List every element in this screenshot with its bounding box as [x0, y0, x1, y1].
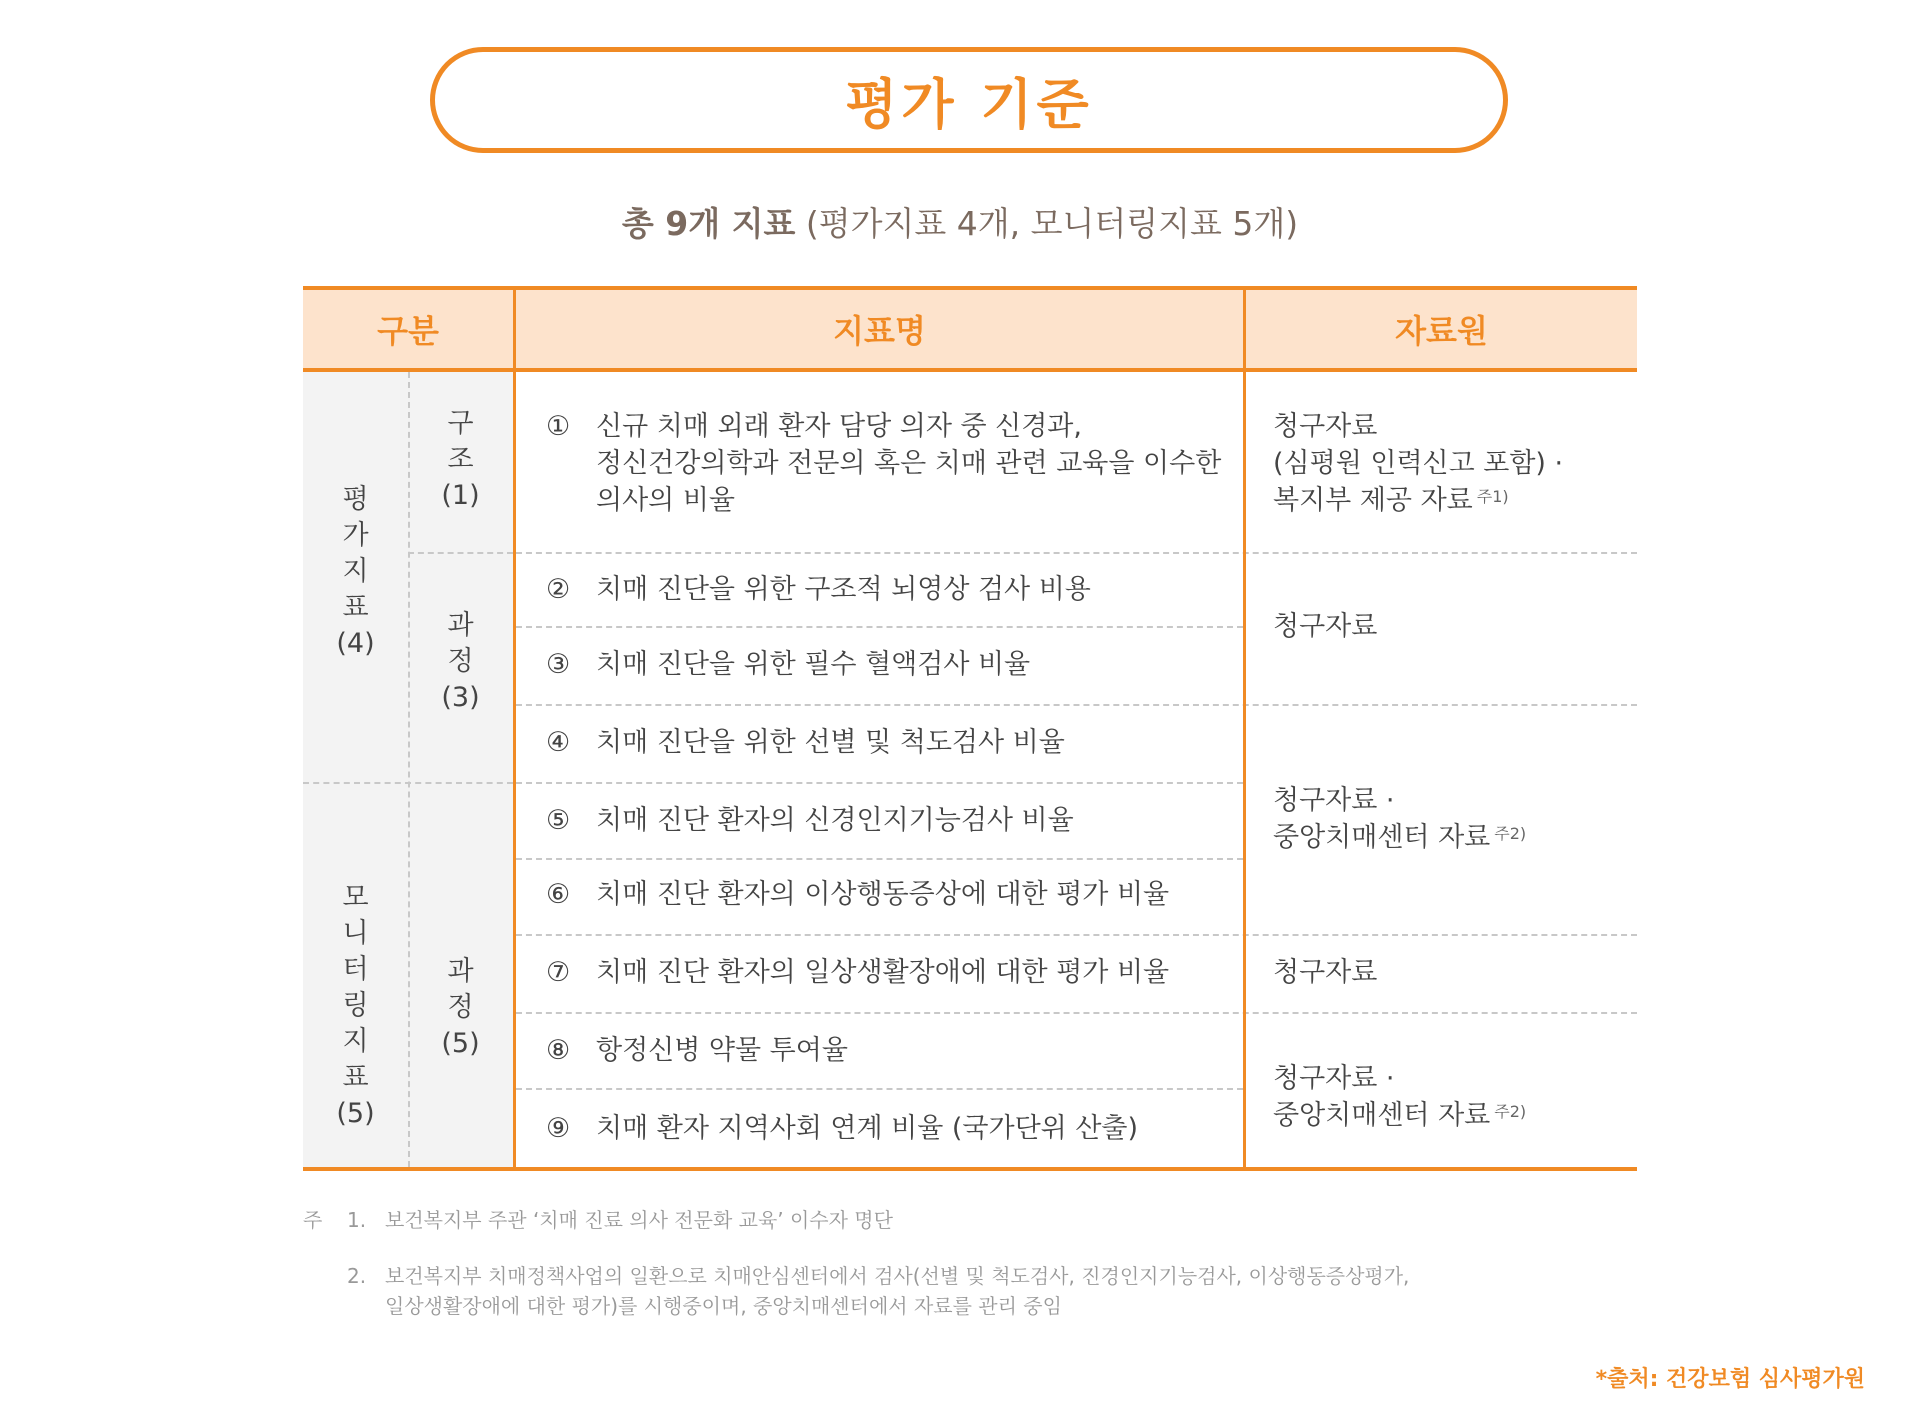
footnote-label: 주: [303, 1208, 323, 1232]
indicator-number: ①: [546, 411, 571, 442]
indicator-text: 치매 진단을 위한 구조적 뇌영상 검사 비용: [596, 574, 1091, 605]
indicator-row: [546, 1110, 1138, 1147]
criteria-table: [303, 286, 1637, 1171]
indicator-text: 항정신병 약물 투여율: [596, 1035, 848, 1066]
indicator-row: [546, 876, 1169, 913]
table-header: [303, 286, 1637, 372]
source-text: 청구자료: [1273, 957, 1378, 988]
group-divider: [303, 782, 513, 784]
indicator-number: ⑧: [546, 1035, 571, 1066]
indicator-text: 치매 진단 환자의 이상행동증상에 대한 평가 비율: [596, 879, 1170, 910]
indicator-number: ③: [546, 649, 571, 680]
footnote-text: 보건복지부 치매정책사업의 일환으로 치매안심센터에서 검사(선별 및 척도검사, 진경인지기능검사, 이상행동증상평가, 일상생활장애에 대한 평가)를 시행중이며, 중앙치매센터에서 자료를 관리 중임: [385, 1264, 1410, 1318]
source-text: 청구자료 · 중앙치매센터 자료: [1273, 1063, 1491, 1131]
row-divider: [516, 782, 1243, 784]
indicator-text: 치매 환자 지역사회 연계 비율 (국가단위 산출): [596, 1113, 1139, 1144]
row-divider: [516, 1088, 1243, 1090]
indicator-text: 치매 진단 환자의 일상생활장애에 대한 평가 비율: [596, 957, 1170, 988]
source-cell: [1273, 782, 1526, 856]
indicator-row: [546, 954, 1169, 991]
footnote-number: 2.: [347, 1264, 367, 1288]
page-title: 평가 기준: [845, 72, 1093, 136]
indicator-row: [546, 802, 1074, 839]
indicator-text: 치매 진단 환자의 신경인지기능검사 비율: [596, 805, 1074, 836]
group-monitoring: 모 니 터 링 지 표 (5): [336, 882, 375, 1129]
source-text: 청구자료: [1273, 611, 1378, 642]
indicator-number: ②: [546, 574, 571, 605]
indicator-text: 신규 치매 외래 환자 담당 의자 중 신경과, 정신건강의학과 전문의 혹은 치매 관련 교육을 이수한 의사의 비율: [596, 411, 1222, 516]
group-evaluation: 평 가 지 표 (4): [336, 484, 375, 659]
indicator-number: ⑤: [546, 805, 571, 836]
row-divider: [516, 552, 1637, 554]
table-bottom-line: [303, 1167, 1637, 1171]
source-credit: *출처: 건강보험 심사평가원: [1595, 1367, 1865, 1392]
title-box: [430, 47, 1508, 153]
row-divider: [516, 626, 1243, 628]
header-category: 구분: [377, 312, 439, 350]
source-cell: [1273, 408, 1563, 519]
subgroup-process-5: 과 정 (5): [441, 956, 480, 1059]
source-cell: [1273, 954, 1377, 991]
footnote-text: 보건복지부 주관 ‘치매 진료 의사 전문화 교육’ 이수자 명단: [385, 1208, 893, 1232]
subgroup-structure: 구 조 (1): [441, 408, 480, 511]
indicator-number: ⑦: [546, 957, 571, 988]
header-source: 자료원: [1395, 312, 1488, 350]
source-text: 청구자료 · 중앙치매센터 자료: [1273, 785, 1491, 853]
subtitle-strong: 총 9개 지표: [621, 204, 796, 243]
indicator-number: ⑥: [546, 879, 571, 910]
indicator-number: ⑨: [546, 1113, 571, 1144]
subgroup-process-3: 과 정 (3): [441, 610, 480, 713]
source-note: 주2): [1494, 1102, 1527, 1121]
source-cell: [1273, 608, 1377, 645]
subgroup-divider: [408, 552, 513, 554]
indicator-row: [546, 646, 1030, 683]
indicator-text: 치매 진단을 위한 필수 혈액검사 비율: [596, 649, 1031, 680]
indicator-row: [546, 571, 1091, 608]
source-text: 청구자료 (심평원 인력신고 포함) · 복지부 제공 자료: [1273, 411, 1564, 516]
header-indicator: 지표명: [833, 312, 926, 350]
row-divider: [516, 934, 1637, 936]
footnotes: [303, 1205, 1409, 1321]
indicator-row: [546, 408, 1221, 519]
source-cell: [1273, 1060, 1526, 1134]
footnote-2: [303, 1261, 1409, 1321]
column-line: [1243, 286, 1246, 1171]
subtitle-rest: (평가지표 4개, 모니터링지표 5개): [795, 204, 1299, 243]
row-divider: [516, 858, 1243, 860]
indicator-row: [546, 1032, 848, 1069]
footnote-1: [303, 1205, 1409, 1235]
subtitle: [0, 198, 1920, 245]
source-note: 주1): [1476, 487, 1509, 506]
indicator-text: 치매 진단을 위한 선별 및 척도검사 비율: [596, 727, 1065, 758]
indicator-number: ④: [546, 727, 571, 758]
row-divider: [516, 1012, 1637, 1014]
indicator-row: [546, 724, 1065, 761]
row-divider: [516, 704, 1637, 706]
column-line: [513, 286, 516, 1171]
source-note: 주2): [1494, 824, 1527, 843]
footnote-number: 1.: [347, 1208, 367, 1232]
